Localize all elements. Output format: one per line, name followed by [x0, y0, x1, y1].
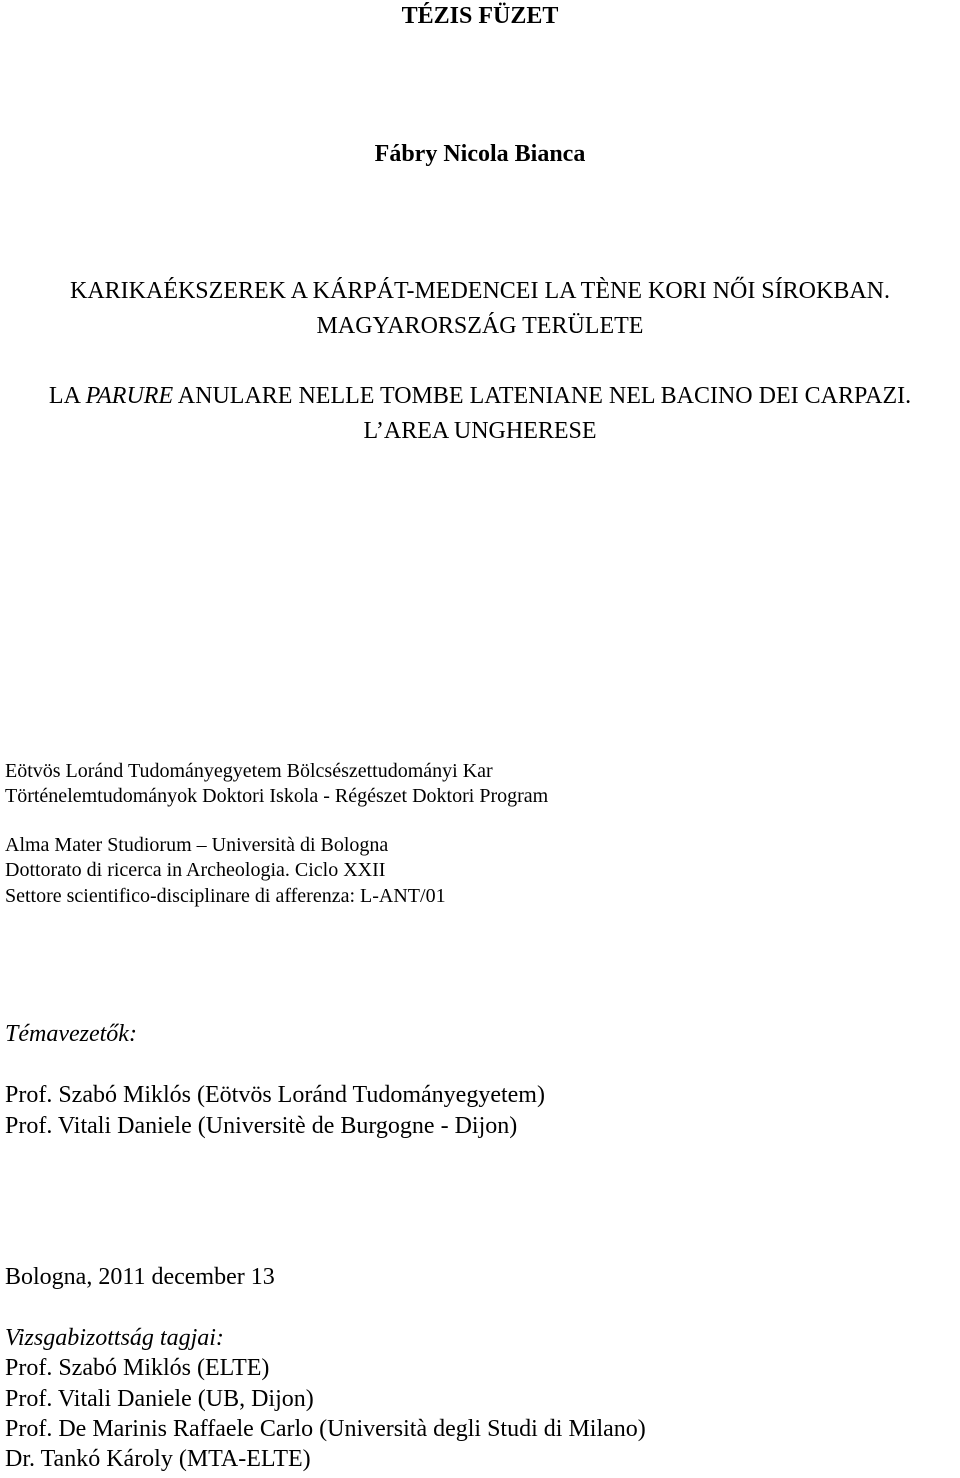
thesis-title-hu-line2: MAGYARORSZÁG TERÜLETE [316, 313, 644, 339]
committee-member: Dr. Tankó Károly (MTA-ELTE) [5, 1446, 311, 1472]
thesis-title-it-part1: LA [48, 383, 86, 409]
supervisor-item: Prof. Szabó Miklós (Eötvös Loránd Tudományegyetem) [5, 1082, 545, 1108]
committee-member: Prof. Vitali Daniele (UB, Dijon) [5, 1386, 314, 1412]
supervisors-label: Témavezetők: [5, 1021, 137, 1047]
thesis-title-it-line1 [0, 384, 960, 408]
thesis-title-it-line2: L’AREA UNGHERESE [363, 418, 597, 444]
committee-label: Vizsgabizottság tagjai: [5, 1325, 224, 1351]
author-name: Fábry Nicola Bianca [374, 141, 586, 167]
place-date: Bologna, 2011 december 13 [5, 1264, 275, 1290]
institution-line-2: Történelemtudományok Doktori Iskola - Régészet Doktori Program [5, 785, 549, 807]
thesis-title-it-part2: ANULARE NELLE TOMBE LATENIANE NEL BACINO DEI CARPAZI. [173, 383, 912, 409]
supervisor-item: Prof. Vitali Daniele (Universitè de Burgogne - Dijon) [5, 1113, 518, 1139]
committee-member: Prof. Szabó Miklós (ELTE) [5, 1355, 270, 1381]
thesis-title-hu-line1: KARIKAÉKSZEREK A KÁRPÁT-MEDENCEI LA TÈNE KORI NŐI SÍROKBAN. [69, 278, 890, 304]
institution-line-4: Dottorato di ricerca in Archeologia. Ciclo XXII [5, 859, 386, 881]
institution-line-1: Eötvös Loránd Tudományegyetem Bölcsészettudományi Kar [5, 760, 493, 782]
document-heading: TÉZIS FÜZET [401, 3, 559, 29]
institution-line-3: Alma Mater Studiorum – Università di Bologna [5, 834, 389, 856]
committee-member: Prof. De Marinis Raffaele Carlo (Università degli Studi di Milano) [5, 1416, 646, 1442]
thesis-title-it-italic: PARURE [85, 383, 174, 409]
institution-line-5: Settore scientifico-disciplinare di afferenza: L-ANT/01 [5, 885, 446, 907]
